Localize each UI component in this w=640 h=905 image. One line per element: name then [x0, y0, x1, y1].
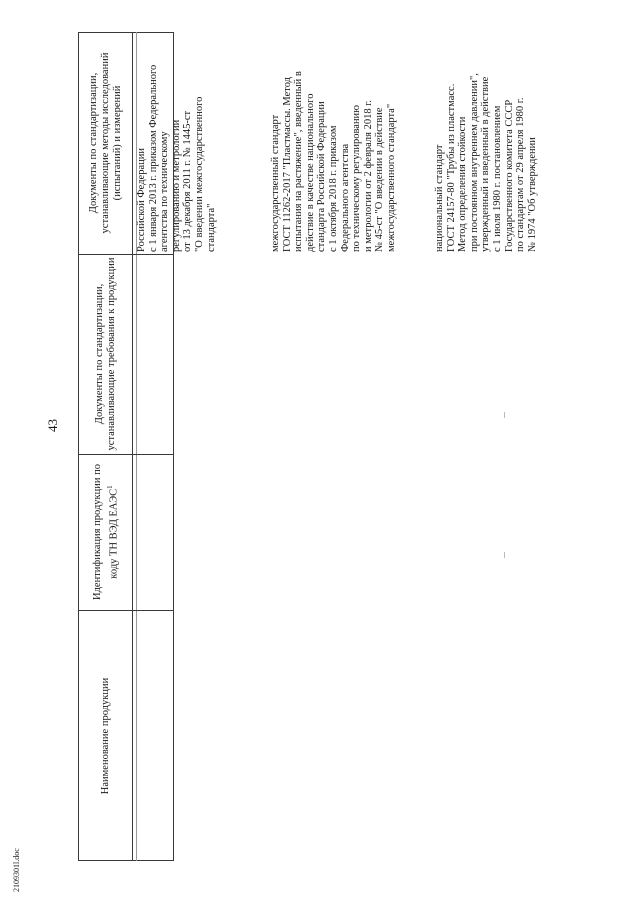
footnote-marker: 1	[105, 485, 114, 489]
column-divider-2	[78, 454, 174, 455]
header-product-standards	[80, 256, 132, 452]
header-test-methods-label: Документы по стандартизации, устанавливающие методы исследований (испытаний) и измерений	[88, 52, 123, 234]
header-product-name	[80, 614, 132, 858]
file-name: 2109301l.doc	[12, 848, 21, 892]
page-number: 43	[45, 419, 60, 432]
table-bottom-rule	[78, 860, 174, 861]
standards-table	[72, 32, 612, 862]
table-top-rule	[78, 32, 174, 33]
test-method-entry-2: межгосударственный стандарт ГОСТ 11262-2017 "Пластмассы. Метод испытания на растяжение", введенный в действие в качестве национального стандарта Российской Федерации с 1 октября 2018 г. приказом Федерального агентства по техническому регулированию и метрологии от 2 февраля 2018 г. № 45-ст "О введении в действие межгосударственного стандарта"	[270, 71, 397, 252]
header-eaeu-code-label: Идентификация продукции по коду ТН ВЭД ЕАЭС$^1$	[91, 464, 120, 600]
scan-artifact	[504, 552, 505, 558]
header-eaeu-code	[80, 456, 132, 608]
header-product-standards-label: Документы по стандартизации, устанавливающие требования к продукции	[94, 257, 117, 451]
header-product-name-label: Наименование продукции	[100, 677, 111, 795]
scan-artifact	[504, 412, 505, 418]
header-test-methods	[80, 34, 132, 252]
column-divider-1	[78, 254, 174, 255]
test-method-entry-1: Российской Федерации с 1 января 2013 г. приказом Федерального агентства по техническому регулированию и метрологии от 13 декабря 2011 г. № 1445-ст "О введении межгосударственного стандарта"	[136, 64, 217, 252]
header-band-rule	[132, 32, 133, 861]
test-method-entry-3: национальный стандарт ГОСТ 24157-80 "Трубы из пластмасс. Метод определения стойкости при постоянном внутреннем давлении", утвержденный и введенный в действие с 1 июля 1980 г. постановлением Государственного комитета СССР по стандартам от 29 апреля 1980 г. № 1974 "Об утверждении	[434, 73, 538, 252]
table-left-rule	[78, 32, 79, 861]
column-divider-3	[78, 610, 174, 611]
